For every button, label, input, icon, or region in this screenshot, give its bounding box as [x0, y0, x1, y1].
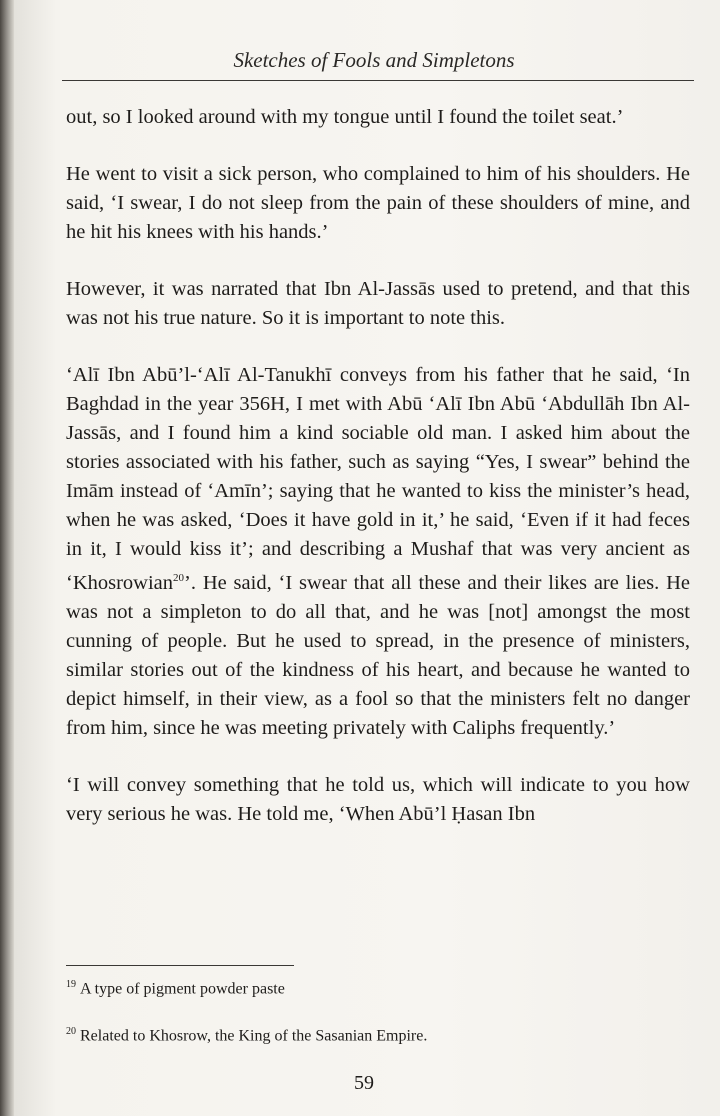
- book-page: [14, 0, 720, 1116]
- page-number: 59: [354, 1072, 374, 1094]
- body-text: [66, 103, 690, 857]
- footnote-number: 19: [66, 979, 76, 990]
- paragraph: However, it was narrated that Ibn Al-Jassās used to pretend, and that this was not his true nature. So it is important to note this.: [66, 278, 690, 329]
- footnote-rule: [66, 965, 294, 966]
- running-head: Sketches of Fools and Simpletons: [233, 48, 515, 72]
- footnote-text: A type of pigment powder paste: [80, 980, 285, 998]
- paragraph: ‘I will convey something that he told us, which will indicate to you how very serious he was. He told me, ‘When Abū’l Ḥasan Ibn: [66, 773, 690, 825]
- paragraph-text: ‘Alī Ibn Abū’l-‘Alī Al-Tanukhī conveys from his father that he said, ‘In Baghdad in the year 356H, I met with Abū ‘Alī Ibn Abū ‘Abdullāh Ibn Al-Jassās, and I found him a kind sociable old man. I asked him about the stories associated with his father, such as saying “Yes, I swear” behind the Imām instead of ‘Amīn’; saying that he wanted to kiss the minister’s head, when he was asked, ‘Does it have gold in it,’ he said, ‘Even if it had feces in it, I would kiss it’; and describing a Mushaf that was very ancient as ‘Khosrowian: [66, 364, 690, 594]
- paragraph: [66, 361, 690, 743]
- header-rule: [62, 80, 694, 81]
- book-spine-edge: [0, 0, 14, 1116]
- footnote-number: 20: [66, 1026, 76, 1037]
- paragraph: out, so I looked around with my tongue until I found the toilet seat.’: [66, 106, 624, 128]
- footnote-reference: 20: [173, 572, 185, 584]
- paragraph: He went to visit a sick person, who complained to him of his shoulders. He said, ‘I swear, I do not sleep from the pain of these shoulders of mine, and he hit his knees with his hands.’: [66, 163, 690, 243]
- footnote: [66, 975, 666, 999]
- paragraph-text: ’. He said, ‘I swear that all these and their likes are lies. He was not a simpleton to do all that, and he was [not] amongst the most cunning of people. But he used to spread, in the presence of ministers, similar stories out of the kindness of his heart, and because he wanted to depict himself, in their view, as a fool so that the ministers felt no danger from him, since he was meeting privately with Caliphs frequently.’: [66, 571, 690, 739]
- footnote: [66, 1022, 666, 1046]
- footnote-text: Related to Khosrow, the King of the Sasanian Empire.: [80, 1027, 428, 1045]
